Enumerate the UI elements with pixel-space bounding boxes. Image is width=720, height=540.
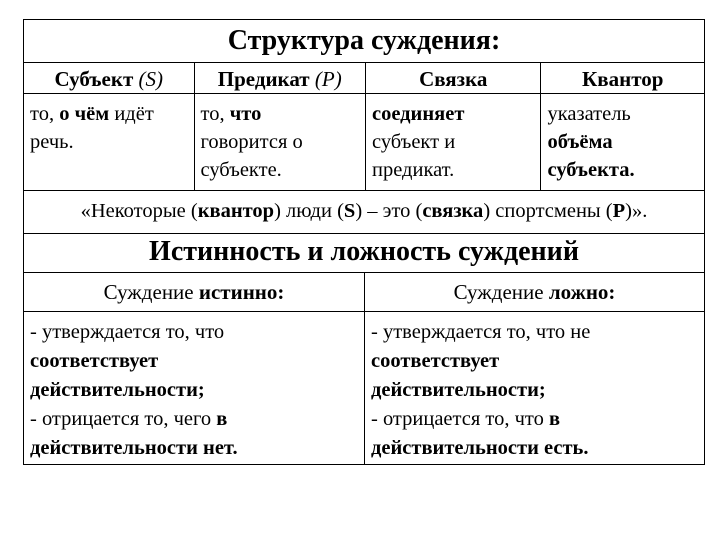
table-title: Структура суждения:	[227, 25, 501, 56]
header-predicate-symbol: (P)	[314, 67, 342, 91]
def-copula-l2: субъект и	[372, 131, 456, 153]
header-subject-symbol: (S)	[138, 67, 164, 91]
false-header-prefix: Суждение	[453, 280, 549, 304]
false-header-word: ложно:	[548, 280, 616, 304]
def-predicate-l1b: что	[229, 103, 262, 125]
true-l4a: - отрицается то, чего	[30, 408, 217, 430]
definition-subject	[24, 94, 194, 190]
example-row	[24, 191, 704, 234]
def-subject-l1b: о чём	[59, 103, 110, 125]
definition-copula	[365, 94, 540, 190]
true-header-prefix: Суждение	[103, 280, 199, 304]
header-subject	[24, 63, 194, 93]
example-sentence	[24, 191, 704, 233]
def-quantifier-l1: указатель	[547, 103, 631, 125]
false-l3: действительности;	[371, 379, 546, 401]
def-subject-l2: речь.	[30, 131, 74, 153]
false-l5: действительности есть.	[371, 437, 589, 459]
header-subject-word: Субъект	[54, 67, 134, 91]
header-quantifier: Квантор	[540, 63, 704, 93]
header-copula: Связка	[365, 63, 540, 93]
example-quantifier: квантор	[197, 200, 275, 222]
def-quantifier-l2: объёма	[547, 131, 613, 153]
true-l1: - утверждается то, что	[30, 321, 225, 343]
false-header	[364, 273, 704, 311]
def-copula-l1: соединяет	[372, 103, 465, 125]
false-l1: - утверждается то, что не	[371, 321, 591, 343]
header-predicate-word: Предикат	[217, 67, 310, 91]
definition-predicate	[194, 94, 366, 190]
example-p1: «Некоторые (	[80, 200, 198, 222]
true-l3: действительности;	[30, 379, 205, 401]
true-body	[24, 312, 364, 464]
definition-quantifier	[540, 94, 704, 190]
false-l2: соответствует	[371, 350, 500, 372]
def-predicate-l1a: то,	[200, 103, 230, 125]
truth-header-row	[24, 273, 704, 312]
section-title: Истинность и ложность суждений	[149, 236, 579, 267]
def-predicate-l3: субъекте.	[200, 159, 282, 181]
example-p5: )».	[625, 200, 648, 222]
true-header	[24, 273, 364, 311]
title2-row	[24, 234, 704, 273]
false-l4b: в	[548, 408, 561, 430]
example-copula: связка	[422, 200, 484, 222]
example-p2: ) люди (	[274, 200, 344, 222]
true-l2: соответствует	[30, 350, 159, 372]
true-header-word: истинно:	[198, 280, 285, 304]
definitions-row	[24, 94, 704, 191]
example-p3: ) – это (	[355, 200, 423, 222]
false-l4a: - отрицается то, что	[371, 408, 549, 430]
def-quantifier-l3: субъекта.	[547, 159, 635, 181]
def-subject-l1a: то,	[30, 103, 60, 125]
title-row	[24, 20, 704, 63]
def-predicate-l2: говорится о	[200, 131, 303, 153]
truth-body-row	[24, 312, 704, 464]
header-row	[24, 63, 704, 94]
judgment-structure-table	[23, 19, 705, 465]
header-predicate	[194, 63, 366, 93]
example-p: P	[612, 200, 626, 222]
true-l5: действительности нет.	[30, 437, 238, 459]
true-l4b: в	[216, 408, 228, 430]
def-copula-l3: предикат.	[372, 159, 455, 181]
false-body	[364, 312, 704, 464]
example-s: S	[343, 200, 356, 222]
def-subject-l1c: идёт	[109, 103, 154, 125]
example-p4: ) спортсмены (	[483, 200, 613, 222]
